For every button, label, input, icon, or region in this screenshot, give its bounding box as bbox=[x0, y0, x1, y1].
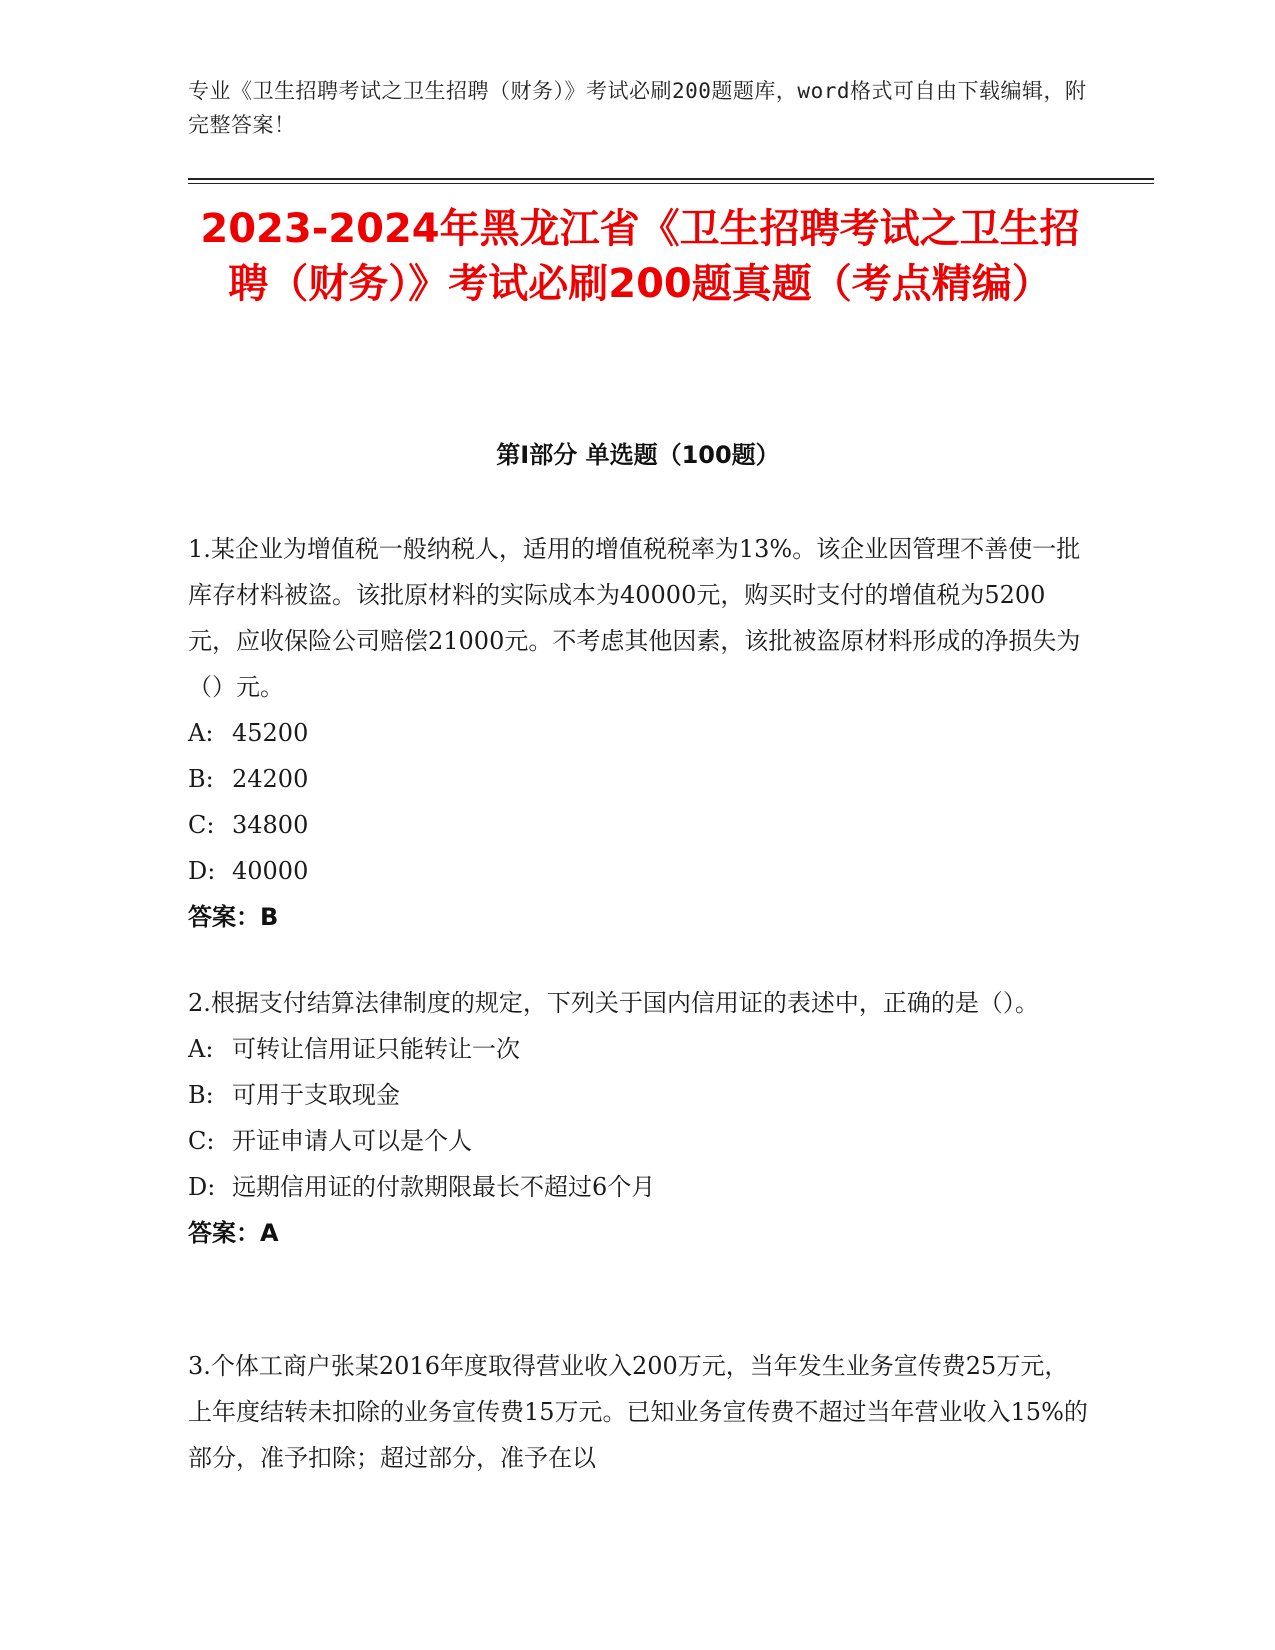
option-text: 34800 bbox=[232, 811, 309, 839]
document-title: 2023-2024年黑龙江省《卫生招聘考试之卫生招聘（财务）》考试必刷200题真题（考点精编） bbox=[200, 206, 1080, 307]
option-c bbox=[188, 802, 1088, 848]
question-3 bbox=[188, 1343, 1088, 1481]
header-rule-thick bbox=[188, 178, 1154, 180]
option-b bbox=[188, 756, 1088, 802]
question-2 bbox=[188, 980, 1088, 1256]
option-d bbox=[188, 848, 1088, 894]
option-a bbox=[188, 710, 1088, 756]
option-text: 40000 bbox=[232, 857, 309, 885]
option-text: 远期信用证的付款期限最长不超过6个月 bbox=[232, 1173, 656, 1201]
header-note: 专业《卫生招聘考试之卫生招聘（财务）》考试必刷200题题库，word格式可自由下载编辑，附完整答案！ bbox=[188, 79, 1087, 137]
option-c bbox=[188, 1118, 1088, 1164]
option-text: 可转让信用证只能转让一次 bbox=[232, 1035, 520, 1063]
option-text: 可用于支取现金 bbox=[232, 1081, 400, 1109]
question-stem: 3.个体工商户张某2016年度取得营业收入200万元，当年发生业务宣传费25万元，上年度结转未扣除的业务宣传费15万元。已知业务宣传费不超过当年营业收入15%的部分，准予扣除；超过部分，准予在以 bbox=[188, 1352, 1088, 1472]
option-letter: A: bbox=[188, 1035, 214, 1063]
section-title: 第Ⅰ部分 单选题（100题） bbox=[496, 441, 780, 469]
option-letter: D: bbox=[188, 1173, 216, 1201]
option-letter: B: bbox=[188, 765, 214, 793]
option-letter: C: bbox=[188, 811, 215, 839]
question-stem: 2.根据支付结算法律制度的规定，下列关于国内信用证的表述中，正确的是（）。 bbox=[188, 989, 1039, 1017]
option-text: 开证申请人可以是个人 bbox=[232, 1127, 472, 1155]
option-d bbox=[188, 1164, 1088, 1210]
option-letter: B: bbox=[188, 1081, 214, 1109]
answer: 答案：A bbox=[188, 1219, 279, 1247]
option-text: 45200 bbox=[232, 719, 309, 747]
answer: 答案：B bbox=[188, 903, 279, 931]
option-letter: C: bbox=[188, 1127, 215, 1155]
option-a bbox=[188, 1026, 1088, 1072]
option-letter: A: bbox=[188, 719, 214, 747]
question-stem: 1.某企业为增值税一般纳税人，适用的增值税税率为13%。该企业因管理不善使一批库存材料被盗。该批原材料的实际成本为40000元，购买时支付的增值税为5200元，应收保险公司赔偿21000元。不考虑其他因素，该批被盗原材料形成的净损失为（）元。 bbox=[188, 535, 1081, 701]
question-1 bbox=[188, 526, 1088, 940]
option-letter: D: bbox=[188, 857, 216, 885]
option-text: 24200 bbox=[232, 765, 309, 793]
option-b bbox=[188, 1072, 1088, 1118]
header-rule-thin bbox=[188, 183, 1154, 184]
